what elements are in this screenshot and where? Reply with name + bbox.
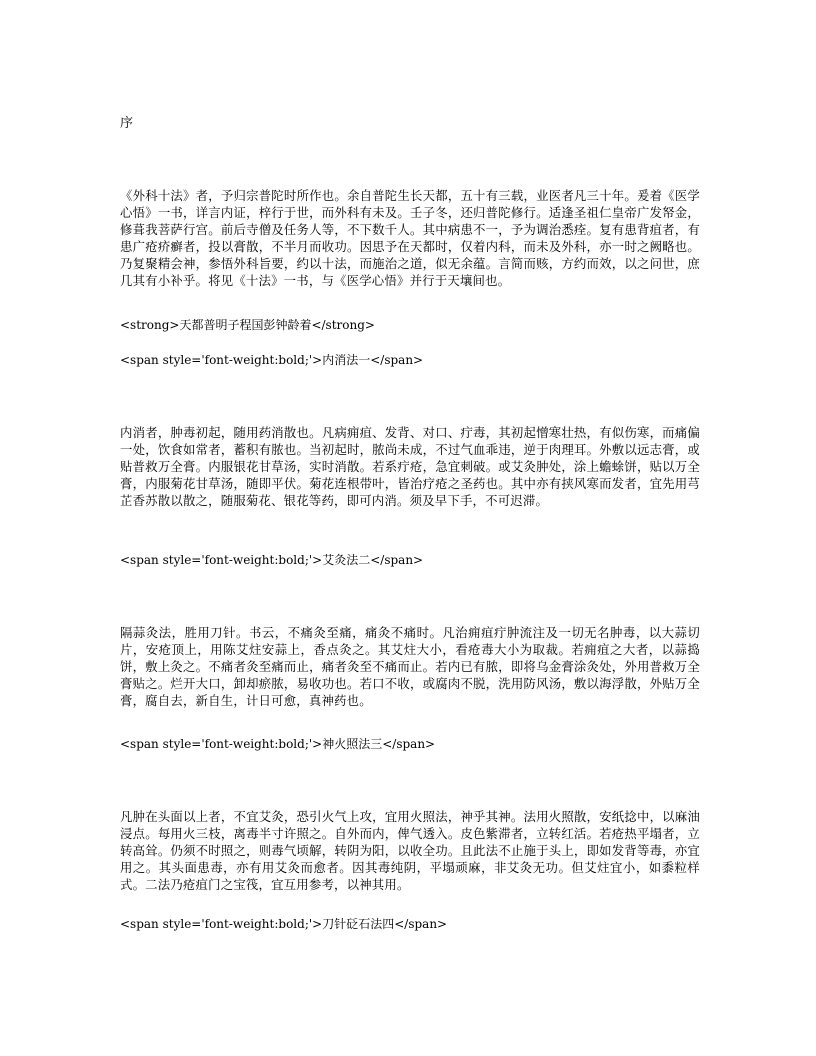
preface-body: 《外科十法》者，予归宗普陀时所作也。余自普陀生长天都，五十有三载，业医者凡三十年。爰着《医学心悟》一书，详言内证，梓行于世，而外科有未及。壬子冬，还归普陀修行。适逢圣祖仁皇帝广发帑金，修葺我菩萨行宫。前后寺僧及任务人等，不下数千人。其中病患不一，予为调治悉痊。复有患背疽者，有患广疮疥癣者，投以膏散，不半月而收功。因思予在天都时，仅着内科，而未及外科，亦一时之阙略也。乃复聚精会神，参悟外科旨要，约以十法，而施治之道，似无余蕴。言简而赅，方约而效，以之问世，庶几其有小补乎。将见《十法》一书，与《医学心悟》并行于天壤间也。	[120, 188, 700, 288]
section-heading-3: <span style='font-weight:bold;'>神火照法三</span>	[120, 737, 436, 751]
section-body-2: 隔蒜灸法，胜用刀针。书云，不痛灸至痛，痛灸不痛时。凡治痈疽疔肿流注及一切无名肿毒，以大蒜切片，安疮顶上，用陈艾炷安蒜上，香点灸之。其艾炷大小，看疮毒大小为取裁。若痈疽之大者，以蒜捣饼，敷上灸之。不痛者灸至痛而止，痛者灸至不痛而止。若内已有脓，即将乌金膏涂灸处，外用普救万全膏贴之。烂开大口，卸却瘀脓，易收功也。若口不收，或腐肉不脱，洗用防风汤，敷以海浮散，外贴万全膏，腐自去，新自生，计日可愈，真神药也。	[120, 625, 700, 708]
section-heading-4: <span style='font-weight:bold;'>刀针砭石法四</span>	[120, 917, 448, 931]
section-body-1: 内消者，肿毒初起，随用药消散也。凡病痈疽、发背、对口、疔毒，其初起憎寒壮热，有似伤寒，而痛偏一处，饮食如常者，蓄积有脓也。当初起时，脓尚未成，不过气血乖违，逆于肉理耳。外敷以远志膏，或贴普救万全膏。内服银花甘草汤，实时消散。若系疔疮，急宜刺破。或艾灸肿处，涂上蟾蜍饼，贴以万全膏，内服菊花甘草汤，随即平伏。菊花连根带叶，皆治疗疮之圣药也。其中亦有挟风寒而发者，宜先用芎芷香苏散以散之，随服菊花、银花等药，即可内消。须及早下手，不可迟滞。	[120, 425, 700, 508]
preface-signature: <strong>天都普明子程国彭钟龄着</strong>	[120, 318, 375, 332]
section-heading-1: <span style='font-weight:bold;'>内消法一</span>	[120, 353, 424, 367]
page-title: 序	[120, 116, 134, 131]
section-heading-2: <span style='font-weight:bold;'>艾灸法二</span>	[120, 553, 424, 567]
section-body-3: 凡肿在头面以上者，不宜艾灸，恐引火气上攻，宜用火照法，神乎其神。法用火照散，安纸捻中，以麻油浸点。每用火三枝，离毒半寸许照之。自外而内，俾气透入。皮色紫滞者，立转红活。若疮热平塌者，立转高耸。仍须不时照之，则毒气顷解，转阴为阳，以收全功。且此法不止施于头上，即如发背等毒，亦宜用之。其头面患毒，亦有用艾灸而愈者。因其毒纯阴，平塌顽麻，非艾灸无功。但艾炷宜小，如黍粒样式。二法乃疮疽门之宝筏，宜互用参考，以神其用。	[120, 809, 700, 892]
